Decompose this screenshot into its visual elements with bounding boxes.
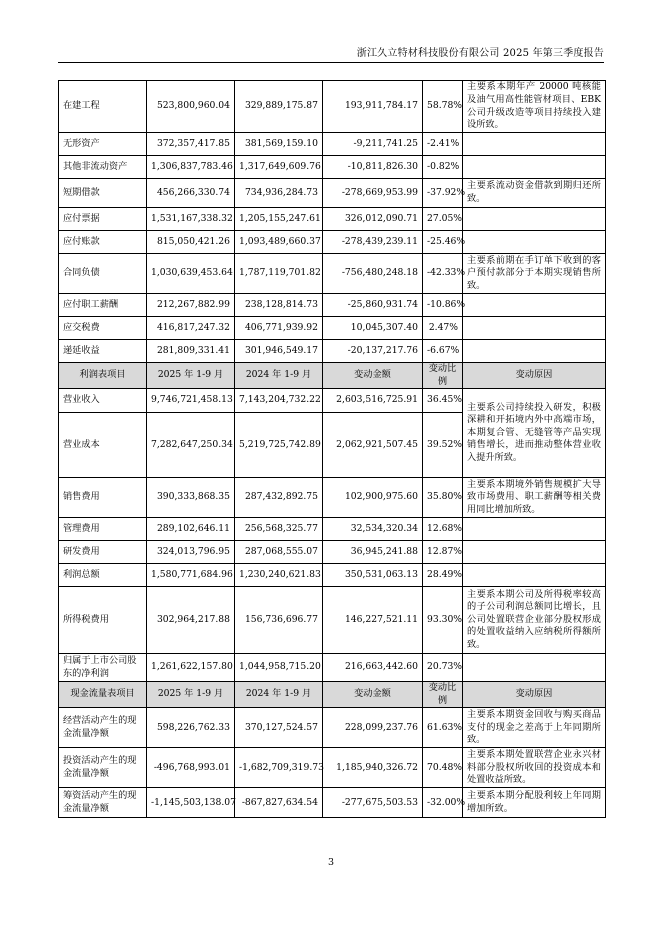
row-current: 1,531,167,338.32 — [147, 208, 235, 231]
header-current: 2025 年 1-9 月 — [147, 363, 235, 389]
row-current: 212,267,882.99 — [147, 294, 235, 317]
header-change: 变动金额 — [323, 363, 423, 389]
row-current: 324,013,796.95 — [147, 541, 235, 564]
row-current: 390,333,868.35 — [147, 478, 235, 518]
row-item: 研发费用 — [59, 541, 147, 564]
row-pct: 36.45% — [423, 389, 463, 413]
table-row — [59, 317, 606, 340]
row-prior: -1,682,709,319.73 — [235, 748, 323, 788]
row-item: 合同负债 — [59, 254, 147, 294]
row-change: 2,062,921,507.45 — [323, 413, 423, 478]
row-change: 326,012,090.71 — [323, 208, 423, 231]
row-current: 1,580,771,684.96 — [147, 564, 235, 587]
row-pct: 61.63% — [423, 708, 463, 748]
row-pct: 12.68% — [423, 518, 463, 541]
header-reason: 变动原因 — [463, 682, 606, 708]
table-row — [59, 231, 606, 254]
row-prior: 287,068,555.07 — [235, 541, 323, 564]
table-row — [59, 708, 606, 748]
table-row — [59, 654, 606, 682]
row-prior: 256,568,325.77 — [235, 518, 323, 541]
row-change: 10,045,307.40 — [323, 317, 423, 340]
header-pct: 变动比例 — [423, 682, 463, 708]
row-reason: 主要系本期资金回收与购买商品支付的现金之差高于上年同期所致。 — [463, 708, 606, 748]
header-item: 利润表项目 — [59, 363, 147, 389]
row-prior: 370,127,524.57 — [235, 708, 323, 748]
row-prior: 1,044,958,715.20 — [235, 654, 323, 682]
row-reason: 主要系本期公司及所得税率较高的子公司利润总额同比增长，且公司处置联营企业部分股权形成的处置收益纳入应纳税所得额所致。 — [463, 587, 606, 654]
row-current: 372,357,417.85 — [147, 133, 235, 156]
row-reason — [463, 654, 606, 682]
row-current: 9,746,721,458.13 — [147, 389, 235, 413]
row-pct: -42.33% — [423, 254, 463, 294]
header-current: 2025 年 1-9 月 — [147, 682, 235, 708]
row-reason: 主要系本期分配股利较上年同期增加所致。 — [463, 788, 606, 818]
header-prior: 2024 年 1-9 月 — [235, 682, 323, 708]
table-row — [59, 133, 606, 156]
row-pct: -0.82% — [423, 156, 463, 179]
row-pct: 93.30% — [423, 587, 463, 654]
row-change: 36,945,241.88 — [323, 541, 423, 564]
row-reason: 主要系公司持续投入研发，积极深耕和开拓境内外中高端市场，本期复合管、无缝管等产品实现销售增长，进而推动整体营业收入提升所致。 — [463, 389, 606, 478]
row-pct: 27.05% — [423, 208, 463, 231]
row-change: -10,811,826.30 — [323, 156, 423, 179]
table-row — [59, 340, 606, 363]
row-change: -278,669,953.99 — [323, 179, 423, 208]
row-prior: 238,128,814.73 — [235, 294, 323, 317]
report-header: 浙江久立特材科技股份有限公司 2025 年第三季度报告 — [356, 48, 604, 59]
row-item: 管理费用 — [59, 518, 147, 541]
row-item: 应付票据 — [59, 208, 147, 231]
row-change: -25,860,931.74 — [323, 294, 423, 317]
header-reason: 变动原因 — [463, 363, 606, 389]
row-item: 营业收入 — [59, 389, 147, 413]
row-pct: -10.86% — [423, 294, 463, 317]
row-prior: 1,093,489,660.37 — [235, 231, 323, 254]
income-section-header — [59, 363, 606, 389]
row-item: 应付账款 — [59, 231, 147, 254]
table-row — [59, 81, 606, 133]
table-row — [59, 156, 606, 179]
row-pct: 58.78% — [423, 81, 463, 133]
table-row — [59, 788, 606, 818]
row-prior: 156,736,696.77 — [235, 587, 323, 654]
table-row — [59, 294, 606, 317]
row-change: 32,534,320.34 — [323, 518, 423, 541]
row-pct: 28.49% — [423, 564, 463, 587]
row-reason — [463, 541, 606, 564]
row-reason: 主要系本期境外销售规模扩大导致市场费用、职工薪酬等相关费用同比增加所致。 — [463, 478, 606, 518]
row-item: 其他非流动资产 — [59, 156, 147, 179]
row-item: 应付职工薪酬 — [59, 294, 147, 317]
row-change: 146,227,521.11 — [323, 587, 423, 654]
row-change: -277,675,503.53 — [323, 788, 423, 818]
table-row — [59, 587, 606, 654]
row-current: 1,030,639,453.64 — [147, 254, 235, 294]
row-reason — [463, 317, 606, 340]
row-prior: 1,317,649,609.76 — [235, 156, 323, 179]
row-item: 无形资产 — [59, 133, 147, 156]
row-current: -496,768,993.01 — [147, 748, 235, 788]
row-reason — [463, 518, 606, 541]
table-row — [59, 564, 606, 587]
row-item: 在建工程 — [59, 81, 147, 133]
row-prior: 5,219,725,742.89 — [235, 413, 323, 478]
header-change: 变动金额 — [323, 682, 423, 708]
row-pct: 12.87% — [423, 541, 463, 564]
row-pct: 39.52% — [423, 413, 463, 478]
row-prior: 287,432,892.75 — [235, 478, 323, 518]
row-current: 281,809,331.41 — [147, 340, 235, 363]
row-current: 815,050,421.26 — [147, 231, 235, 254]
table-row — [59, 518, 606, 541]
row-item: 利润总额 — [59, 564, 147, 587]
row-change: 2,603,516,725.91 — [323, 389, 423, 413]
row-change: 193,911,784.17 — [323, 81, 423, 133]
row-change: 1,185,940,326.72 — [323, 748, 423, 788]
row-change: -20,137,217.76 — [323, 340, 423, 363]
row-pct: 20.73% — [423, 654, 463, 682]
row-prior: 329,889,175.87 — [235, 81, 323, 133]
financial-changes-table — [58, 80, 606, 818]
table-row — [59, 179, 606, 208]
row-change: -9,211,741.25 — [323, 133, 423, 156]
row-change: -278,439,239.11 — [323, 231, 423, 254]
row-prior: 301,946,549.17 — [235, 340, 323, 363]
row-prior: -867,827,634.54 — [235, 788, 323, 818]
row-pct: 35.80% — [423, 478, 463, 518]
table-row — [59, 254, 606, 294]
row-pct: -37.92% — [423, 179, 463, 208]
row-item: 筹资活动产生的现金流量净额 — [59, 788, 147, 818]
table-row — [59, 389, 606, 413]
row-pct: -25.46% — [423, 231, 463, 254]
row-change: 228,099,237.76 — [323, 708, 423, 748]
row-prior: 1,787,119,701.82 — [235, 254, 323, 294]
row-current: 456,266,330.74 — [147, 179, 235, 208]
row-reason — [463, 156, 606, 179]
row-reason: 主要系本期处置联营企业永兴材料部分股权所收回的投资成本和处置收益所致。 — [463, 748, 606, 788]
row-reason: 主要系本期年产 20000 吨核能及油气用高性能管材项目、EBK 公司升级改造等项目持续投入建设所致。 — [463, 81, 606, 133]
row-pct: 70.48% — [423, 748, 463, 788]
row-current: 416,817,247.32 — [147, 317, 235, 340]
row-current: 598,226,762.33 — [147, 708, 235, 748]
row-change: 216,663,442.60 — [323, 654, 423, 682]
row-prior: 7,143,204,732.22 — [235, 389, 323, 413]
row-pct: 2.47% — [423, 317, 463, 340]
row-current: -1,145,503,138.07 — [147, 788, 235, 818]
row-pct: -2.41% — [423, 133, 463, 156]
row-reason — [463, 208, 606, 231]
row-prior: 1,230,240,621.83 — [235, 564, 323, 587]
row-item: 投资活动产生的现金流量净额 — [59, 748, 147, 788]
cashflow-section-header — [59, 682, 606, 708]
row-current: 302,964,217.88 — [147, 587, 235, 654]
row-pct: -6.67% — [423, 340, 463, 363]
row-item: 销售费用 — [59, 478, 147, 518]
table-row — [59, 208, 606, 231]
row-current: 1,261,622,157.80 — [147, 654, 235, 682]
page-number: 3 — [327, 857, 335, 868]
row-change: 350,531,063.13 — [323, 564, 423, 587]
row-current: 7,282,647,250.34 — [147, 413, 235, 478]
row-change: -756,480,248.18 — [323, 254, 423, 294]
row-current: 1,306,837,783.46 — [147, 156, 235, 179]
row-change: 102,900,975.60 — [323, 478, 423, 518]
header-pct: 变动比例 — [423, 363, 463, 389]
row-reason: 主要系前期在手订单下收到的客户预付款部分于本期实现销售所致。 — [463, 254, 606, 294]
row-item: 归属于上市公司股东的净利润 — [59, 654, 147, 682]
table-row — [59, 748, 606, 788]
row-pct: -32.00% — [423, 788, 463, 818]
header-divider — [58, 62, 604, 63]
row-prior: 1,205,155,247.61 — [235, 208, 323, 231]
row-reason — [463, 133, 606, 156]
row-item: 短期借款 — [59, 179, 147, 208]
row-item: 递延收益 — [59, 340, 147, 363]
header-prior: 2024 年 1-9 月 — [235, 363, 323, 389]
row-current: 289,102,646.11 — [147, 518, 235, 541]
row-reason — [463, 231, 606, 254]
row-prior: 734,936,284.73 — [235, 179, 323, 208]
row-item: 营业成本 — [59, 413, 147, 478]
table-row — [59, 541, 606, 564]
table-row — [59, 478, 606, 518]
row-item: 应交税费 — [59, 317, 147, 340]
row-reason — [463, 340, 606, 363]
row-prior: 406,771,939.92 — [235, 317, 323, 340]
row-reason — [463, 564, 606, 587]
row-item: 所得税费用 — [59, 587, 147, 654]
row-item: 经营活动产生的现金流量净额 — [59, 708, 147, 748]
row-current: 523,800,960.04 — [147, 81, 235, 133]
row-reason — [463, 294, 606, 317]
header-item: 现金流量表项目 — [59, 682, 147, 708]
row-prior: 381,569,159.10 — [235, 133, 323, 156]
row-reason: 主要系流动资金借款到期归还所致。 — [463, 179, 606, 208]
